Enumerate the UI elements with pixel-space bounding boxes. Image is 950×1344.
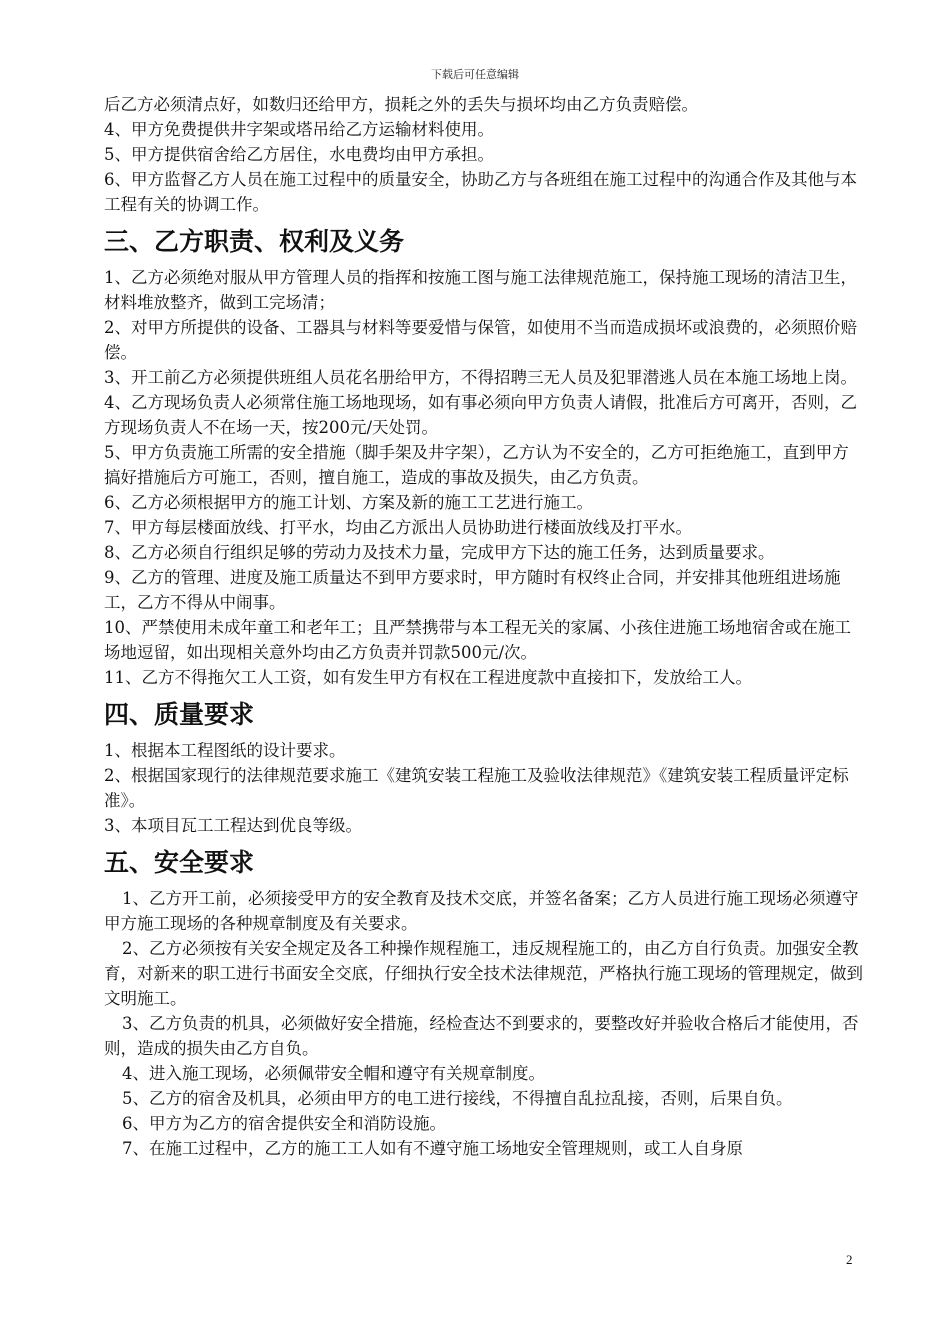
clause-paragraph: 3、本项目瓦工工程达到优良等级。: [104, 816, 362, 835]
clause-paragraph: 4、乙方现场负责人必须常住施工场地现场，如有事必须向甲方负责人请假，批准后方可离开，否则，乙方现场负责人不在场一天，按200元/天处罚。: [104, 393, 857, 437]
clause-paragraph: 5、甲方负责施工所需的安全措施（脚手架及井字架），乙方认为不安全的，乙方可拒绝施工，直到甲方搞好措施后方可施工，否则，擅自施工，造成的事故及损失，由乙方负责。: [104, 443, 849, 487]
clause-paragraph: 6、甲方监督乙方人员在施工过程中的质量安全，协助乙方与各班组在施工过程中的沟通合作及其他与本工程有关的协调工作。: [104, 170, 857, 214]
clause-paragraph: 7、在施工过程中，乙方的施工工人如有不遵守施工场地安全管理规则，或工人自身原: [122, 1139, 743, 1158]
clause-paragraph: 9、乙方的管理、进度及施工质量达不到甲方要求时，甲方随时有权终止合同，并安排其他班组进场施工，乙方不得从中闹事。: [104, 568, 841, 612]
clause-paragraph: 5、乙方的宿舍及机具，必须由甲方的电工进行接线，不得擅自乱拉乱接，否则，后果自负。: [122, 1089, 793, 1108]
clause-paragraph: 5、甲方提供宿舍给乙方居住，水电费均由甲方承担。: [104, 145, 494, 164]
clause-paragraph: 7、甲方每层楼面放线、打平水，均由乙方派出人员协助进行楼面放线及打平水。: [104, 518, 692, 537]
clause-paragraph: 1、根据本工程图纸的设计要求。: [104, 741, 346, 760]
clause-paragraph: 6、乙方必须根据甲方的施工计划、方案及新的施工工艺进行施工。: [104, 493, 593, 512]
clause-paragraph: 6、甲方为乙方的宿舍提供安全和消防设施。: [122, 1114, 446, 1133]
clause-paragraph: 2、乙方必须按有关安全规定及各工种操作规程施工，违反规程施工的，由乙方自行负责。加强安全教育，对新来的职工进行书面安全交底，仔细执行安全技术法律规范，严格执行施工现场的管理规定，做到文明施工。: [104, 939, 863, 1008]
section-heading: 四、质量要求: [104, 700, 255, 729]
clause-paragraph: 后乙方必须清点好，如数归还给甲方，损耗之外的丢失与损坏均由乙方负责赔偿。: [104, 95, 698, 114]
section-heading: 五、安全要求: [104, 848, 255, 877]
clause-paragraph: 4、进入施工现场，必须佩带安全帽和遵守有关规章制度。: [122, 1064, 545, 1083]
clause-paragraph: 8、乙方必须自行组织足够的劳动力及技术力量，完成甲方下达的施工任务，达到质量要求。: [104, 543, 775, 562]
clause-paragraph: 2、根据国家现行的法律规范要求施工《建筑安装工程施工及验收法律规范》《建筑安装工程质量评定标准》。: [104, 766, 849, 810]
clause-paragraph: 3、开工前乙方必须提供班组人员花名册给甲方，不得招聘三无人员及犯罪潜逃人员在本施工场地上岗。: [104, 368, 857, 387]
clause-paragraph: 3、乙方负责的机具，必须做好安全措施，经检查达不到要求的，要整改好并验收合格后才能使用，否则，造成的损失由乙方自负。: [104, 1014, 859, 1058]
page-number: 2: [846, 1252, 853, 1267]
clause-paragraph: 1、乙方必须绝对服从甲方管理人员的指挥和按施工图与施工法律规范施工，保持施工现场的清洁卫生，材料堆放整齐，做到工完场清；: [104, 268, 857, 312]
document-body: [104, 92, 864, 1161]
section-heading: 三、乙方职责、权利及义务: [104, 227, 405, 256]
clause-paragraph: 2、对甲方所提供的设备、工器具与材料等要爱惜与保管，如使用不当而造成损坏或浪费的，必须照价赔偿。: [104, 318, 857, 362]
clause-paragraph: 4、甲方免费提供井字架或塔吊给乙方运输材料使用。: [104, 120, 494, 139]
page-header-note: 下载后可任意编辑: [431, 68, 519, 81]
clause-paragraph: 11、乙方不得拖欠工人工资，如有发生甲方有权在工程进度款中直接扣下，发放给工人。: [104, 668, 752, 687]
clause-paragraph: 10、严禁使用未成年童工和老年工；且严禁携带与本工程无关的家属、小孩住进施工场地宿舍或在施工场地逗留，如出现相关意外均由乙方负责并罚款500元/次。: [104, 618, 851, 662]
clause-paragraph: 1、乙方开工前，必须接受甲方的安全教育及技术交底，并签名备案；乙方人员进行施工现场必须遵守甲方施工现场的各种规章制度及有关要求。: [104, 889, 859, 933]
